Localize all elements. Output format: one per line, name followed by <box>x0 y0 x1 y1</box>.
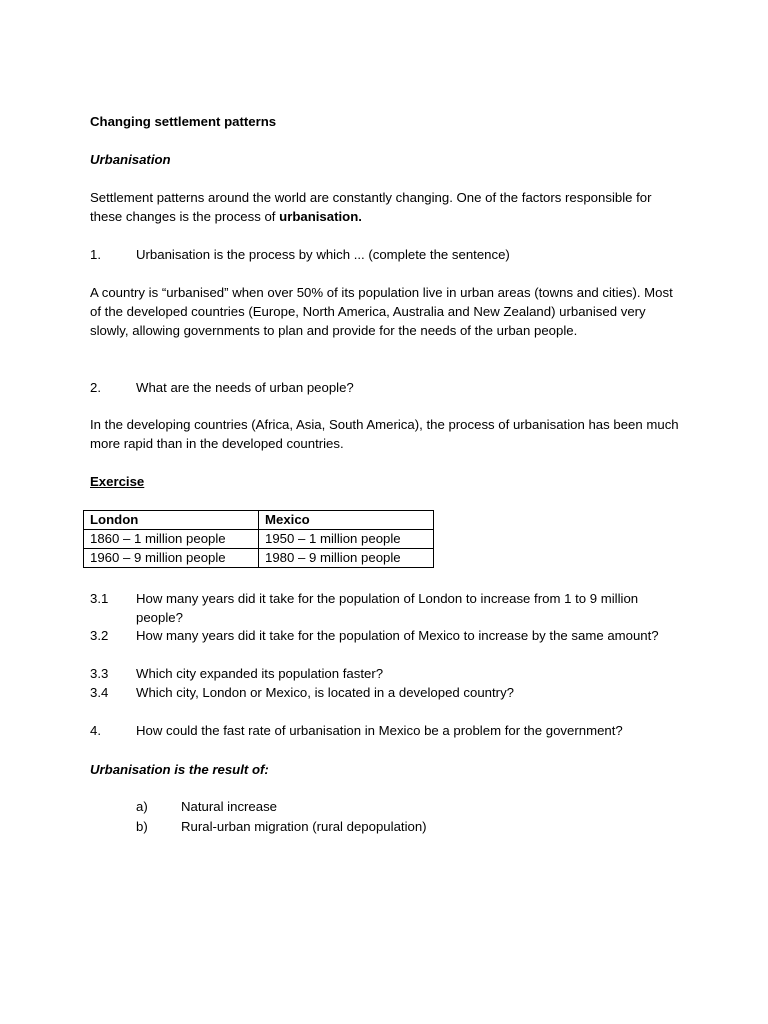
result-heading: Urbanisation is the result of: <box>90 762 269 777</box>
table-cell: 1980 – 9 million people <box>259 549 434 568</box>
intro-paragraph <box>90 188 680 226</box>
table-header-cell: Mexico <box>259 511 434 530</box>
exercise-heading: Exercise <box>90 474 145 489</box>
question-text: Which city, London or Mexico, is located in a developed country? <box>136 685 514 700</box>
table-header-row <box>84 511 434 530</box>
result-label: a) <box>136 799 148 814</box>
table-row <box>84 530 434 549</box>
question-text: What are the needs of urban people? <box>136 380 354 395</box>
question-number: 2. <box>90 380 101 395</box>
result-label: b) <box>136 819 148 834</box>
result-text: Rural-urban migration (rural depopulation) <box>181 819 427 834</box>
question-number: 3.3 <box>90 666 109 681</box>
paragraph-urbanised-definition: A country is “urbanised” when over 50% of its population live in urban areas (towns and cities). Most of the developed countries (Europe, North America, Australia and New Zealand) urbanised very slowly, allowing governments to plan and provide for the needs of the urban people. <box>90 285 673 338</box>
question-text: How many years did it take for the population of London to increase from 1 to 9 million people? <box>136 591 639 625</box>
result-text: Natural increase <box>181 799 278 814</box>
question-number: 4. <box>90 723 101 738</box>
table-row <box>84 549 434 568</box>
table-cell: 1960 – 9 million people <box>84 549 259 568</box>
question-text: Which city expanded its population faster? <box>136 666 384 681</box>
question-text: How could the fast rate of urbanisation in Mexico be a problem for the government? <box>136 723 623 738</box>
population-table <box>83 510 434 568</box>
section-heading-urbanisation: Urbanisation <box>90 152 171 167</box>
page-title: Changing settlement patterns <box>90 114 277 129</box>
question-number: 3.4 <box>90 685 109 700</box>
table-header-cell: London <box>84 511 259 530</box>
paragraph-developing-countries: In the developing countries (Africa, Asia, South America), the process of urbanisation has been much more rapid than in the developed countries. <box>90 417 679 451</box>
table-cell: 1950 – 1 million people <box>259 530 434 549</box>
question-number: 1. <box>90 247 101 262</box>
table-cell: 1860 – 1 million people <box>84 530 259 549</box>
question-text: How many years did it take for the population of Mexico to increase by the same amount? <box>136 628 659 643</box>
intro-text: Settlement patterns around the world are constantly changing. One of the factors responsible for these changes is the process of <box>90 190 652 224</box>
question-number: 3.1 <box>90 591 109 606</box>
intro-bold-term: urbanisation. <box>279 209 362 224</box>
question-text: Urbanisation is the process by which ... (complete the sentence) <box>136 247 510 262</box>
question-number: 3.2 <box>90 628 109 643</box>
